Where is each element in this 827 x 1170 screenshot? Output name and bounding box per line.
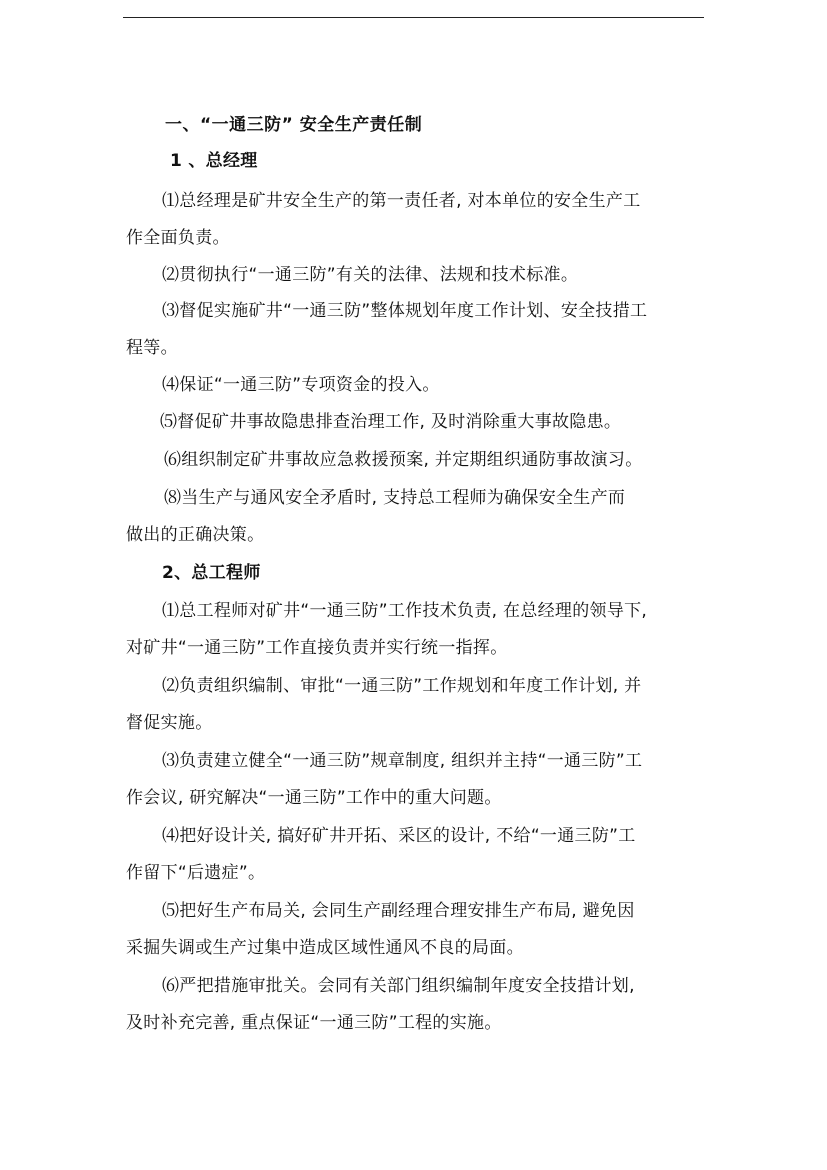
paragraph-line: 作会议, 研究解决“一通三防”工作中的重大问题。	[126, 788, 502, 808]
paragraph-line: ⑶负责建立健全“一通三防”规章制度, 组织并主持“一通三防”工	[162, 751, 643, 771]
paragraph-line: ⑻当生产与通风安全矛盾时, 支持总工程师为确保安全生产而	[164, 488, 626, 508]
document-title: 一、“一通三防” 安全生产责任制	[165, 115, 423, 135]
paragraph-line: 督促实施。	[126, 713, 213, 733]
paragraph-line: ⑹组织制定矿井事故应急救援预案, 并定期组织通防事故演习。	[164, 450, 643, 470]
paragraph-line: 作留下“后遗症”。	[126, 863, 266, 883]
header-rule	[123, 17, 704, 18]
paragraph-line: ⑶督促实施矿井“一通三防”整体规划年度工作计划、安全技措工	[162, 301, 648, 321]
section-heading-chief-engineer: 2、总工程师	[162, 563, 261, 583]
paragraph-line: 采掘失调或生产过集中造成区域性通风不良的局面。	[126, 938, 524, 958]
paragraph-line: ⑷保证“一通三防”专项资金的投入。	[162, 375, 440, 395]
section-heading-general-manager: 1 、总经理	[170, 151, 258, 171]
paragraph-line: 对矿井“一通三防”工作直接负责并实行统一指挥。	[126, 638, 508, 658]
paragraph-line: ⑸督促矿井事故隐患排查治理工作, 及时消除重大事故隐患。	[160, 412, 622, 432]
paragraph-line: ⑸把好生产布局关, 会同生产副经理合理安排生产布局, 避免因	[162, 901, 635, 921]
paragraph-line: 作全面负责。	[126, 228, 230, 248]
paragraph-line: ⑴总工程师对矿井“一通三防”工作技术负责, 在总经理的领导下,	[162, 601, 648, 621]
paragraph-line: ⑵负责组织编制、审批“一通三防”工作规划和年度工作计划, 并	[162, 676, 642, 696]
paragraph-line: ⑴总经理是矿井安全生产的第一责任者, 对本单位的安全生产工	[162, 191, 641, 211]
paragraph-line: ⑹严把措施审批关。会同有关部门组织编制年度安全技措计划,	[162, 976, 635, 996]
paragraph-line: ⑵贯彻执行“一通三防”有关的法律、法规和技术标准。	[162, 265, 579, 285]
paragraph-line: 及时补充完善, 重点保证“一通三防”工程的实施。	[126, 1013, 502, 1033]
paragraph-line: 做出的正确决策。	[126, 525, 265, 545]
paragraph-line: 程等。	[126, 338, 178, 358]
paragraph-line: ⑷把好设计关, 搞好矿井开拓、采区的设计, 不给“一通三防”工	[162, 826, 636, 846]
